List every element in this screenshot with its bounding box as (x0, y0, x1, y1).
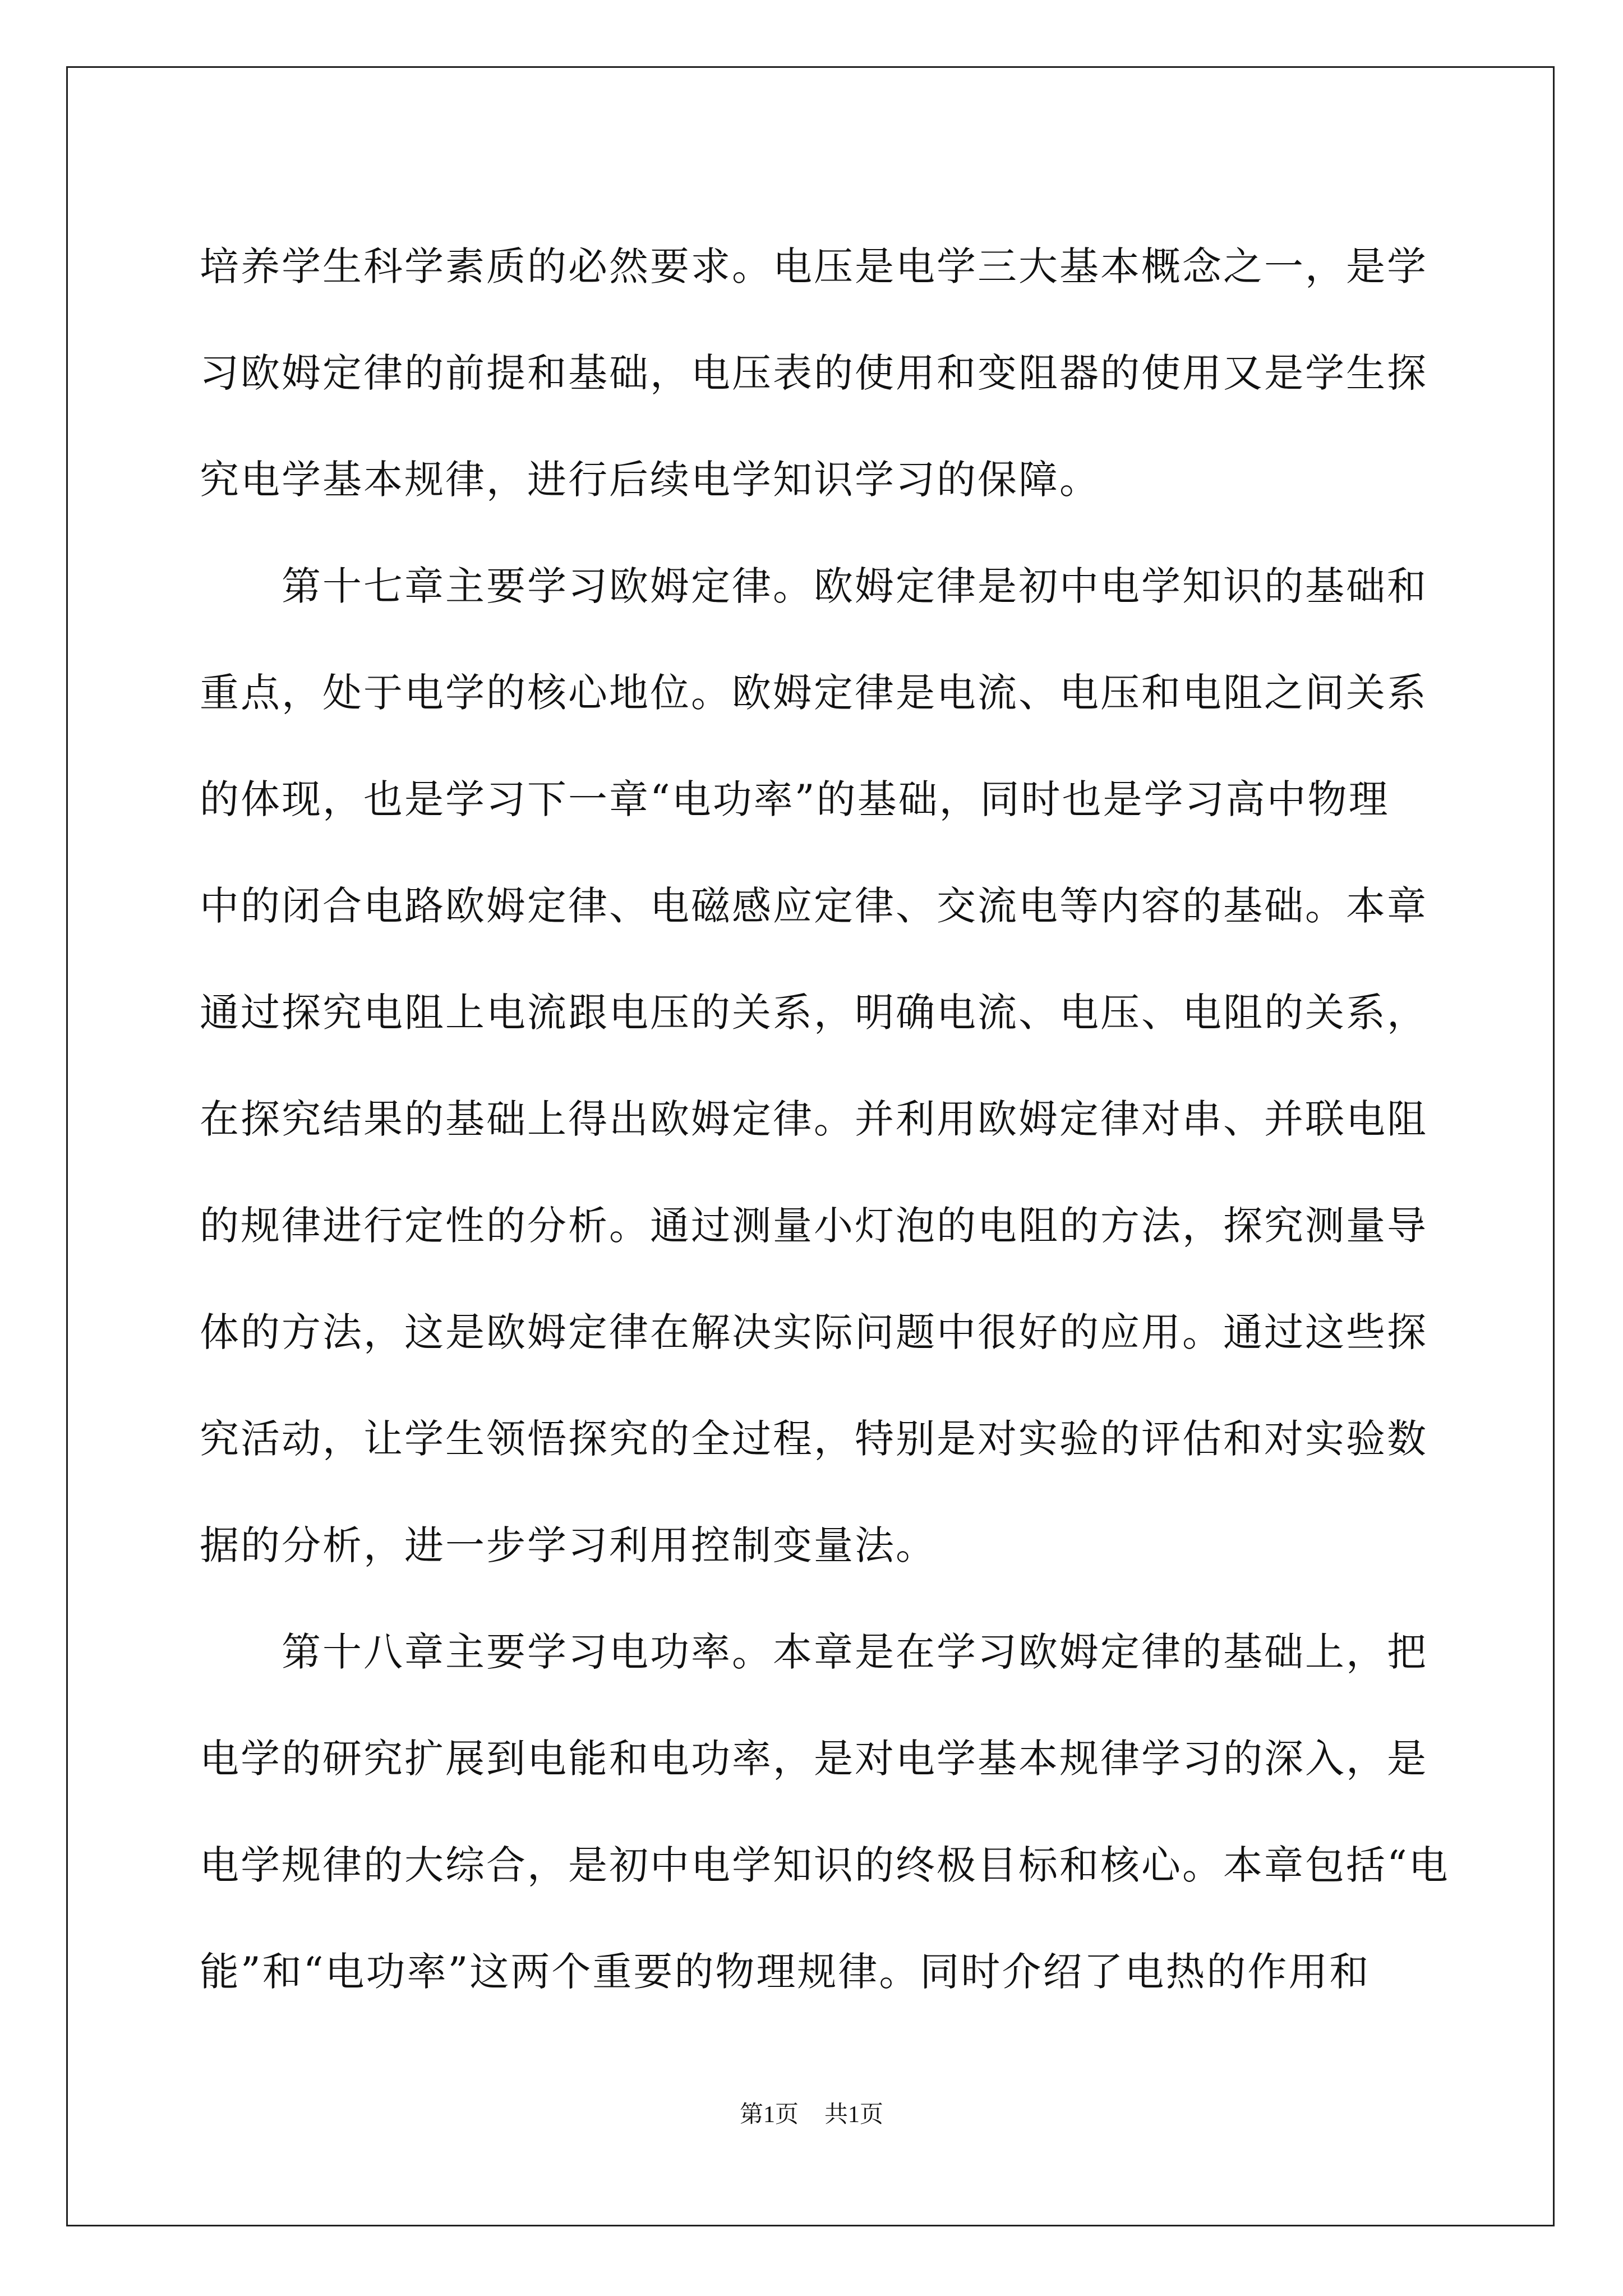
page-footer (0, 2096, 1623, 2129)
text-line: 究活动，让学生领悟探究的全过程，特别是对实验的评估和对实验数 (200, 1416, 1428, 1462)
text-line: 培养学生科学素质的必然要求。电压是电学三大基本概念之一，是学 (200, 243, 1428, 289)
paragraph-3 (200, 1599, 1450, 2025)
text-line: 体的方法，这是欧姆定律在解决实际问题中很好的应用。通过这些探 (200, 1309, 1428, 1355)
text-line: 第十七章主要学习欧姆定律。欧姆定律是初中电学知识的基础和 (282, 563, 1428, 609)
page-total: 共1页 (824, 2102, 884, 2128)
text-line: 通过探究电阻上电流跟电压的关系，明确电流、电压、电阻的关系， (200, 990, 1428, 1036)
text-line: 据的分析，进一步学习利用控制变量法。 (200, 1522, 937, 1568)
text-line: 第十八章主要学习电功率。本章是在学习欧姆定律的基础上，把 (282, 1629, 1428, 1675)
text-line: 习欧姆定律的前提和基础，电压表的使用和变阻器的使用又是学生探 (200, 350, 1428, 396)
paragraph-1 (200, 213, 1431, 533)
page-number: 第1页 (739, 2102, 799, 2128)
text-line: 能”和“电功率”这两个重要的物理规律。同时介绍了电热的作用和 (200, 1949, 1371, 1995)
text-line: 究电学基本规律，进行后续电学知识学习的保障。 (200, 457, 1100, 503)
text-line: 电学规律的大综合，是初中电学知识的终极目标和核心。本章包括“电 (200, 1842, 1450, 1888)
text-line: 重点，处于电学的核心地位。欧姆定律是电流、电压和电阻之间关系 (200, 670, 1428, 716)
text-line: 中的闭合电路欧姆定律、电磁感应定律、交流电等内容的基础。本章 (200, 883, 1428, 929)
text-line: 的体现，也是学习下一章“电功率”的基础，同时也是学习高中物理 (200, 776, 1390, 822)
document-body (200, 213, 1450, 2025)
paragraph-2 (200, 533, 1431, 1599)
text-line: 在探究结果的基础上得出欧姆定律。并利用欧姆定律对串、并联电阻 (200, 1096, 1428, 1142)
text-line: 电学的研究扩展到电能和电功率，是对电学基本规律学习的深入，是 (200, 1736, 1428, 1782)
text-line: 的规律进行定性的分析。通过测量小灯泡的电阻的方法，探究测量导 (200, 1203, 1428, 1249)
